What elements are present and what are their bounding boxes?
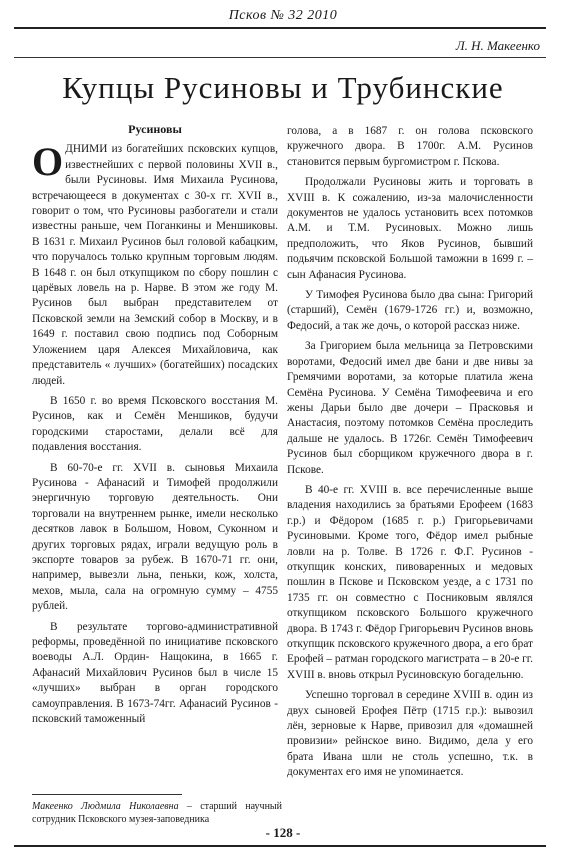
author-rule — [14, 57, 546, 58]
header-rule — [14, 27, 546, 29]
footnote — [32, 800, 282, 826]
paragraph: В 1650 г. во время Псковского восстания М. Русинов, как и Семён Меншиков, будучи городскими старостами, делали всё для подавления восстания. — [32, 394, 278, 454]
footer-rule — [14, 845, 546, 847]
article-title: Купцы Русиновы и Трубинские — [62, 70, 504, 105]
page-number: - 128 - — [265, 825, 301, 840]
right-column — [287, 124, 533, 786]
footnote-text: – старший научный сотрудник Псковского музея-заповедника — [32, 801, 282, 825]
left-column — [32, 122, 278, 732]
paragraph: Успешно торговал в середине XVIII в. один из двух сыновей Ерофея Пётр (1715 г.р.): вывозил лён, зерновые к Нарве, привозил для «домашней провизии» рейнское вино. Видимо, дела у его брата Ивана шли не столь успешно, т.к. в документах его имя не упоминается. — [287, 689, 533, 779]
paragraph: У Тимофея Русинова было два сына: Григорий (старший), Семён (1679-1726 гг.) и, возможно, Федосий, а так же дочь, о которой рассказ ниже. — [287, 289, 533, 332]
paragraph: В результате торгово-административной реформы, проведённой по инициативе псковского воеводы А.Л. Ордин- Нащокина, в 1665 г. Афанасий Михайлович Русинов был в числе 15 «лучших» выбран в орган городского самоуправления. В 1673-74гг. Афанасий Русинов - псковский таможенный — [32, 620, 278, 726]
paragraph: В 40-е гг. XVIII в. все перечисленные выше владения находились за братьями Ерофеем (1683 г.р.) и Фёдором (1685 г. р.) Григорьевичами Русиновыми. Кроме того, Фёдор имел рыбные ловли на р. Толве. В 1726 г. Ф.Г. Русинов - откупщик конских, пивоваренных и медовых пошлин в Пскове и Псковском уезде, а с 1731 по 1735 гг. он совместно с Посниковым являлся откупщиком псковского Большого кружечного двора. В 1743 г. Фёдор Григорьевич Русинов вновь откупщик псковского кружечного двора, а его брат Ерофей – ратман городского магистрата – в 20-е гг. XVIII в. вновь открыл Русиновскую богадельню. — [287, 483, 533, 681]
paragraph: ОДНИМИ из богатейших псковских купцов, известнейших с первой половины XVII в., были Русиновы. Имя Михаила Русинова, встречающееся в документах с 30-х гг. XVII в., говорит о том, что Русиновы разбогатели и стали известны раньше, чем Поганкины и Меншиковы. В 1631 г. Михаил Русинов был головой кабацким, что поручалось только крупным торговым людям. В 1648 г. он был откупщиком по сбору пошлин с царёвых ловель на р. Нарве. В этом же году М. Русинов был выбран представителем от Псковской земли на Земский собор в Москву, и в 1649 г. поставил свою подпись под Соборным Уложением царя Алексея Михайловича, как представитель « лучших» (богатейших) посадских людей. — [32, 139, 278, 387]
journal-header: Псков № 32 2010 — [228, 8, 338, 23]
footnote-author-name: Макеенко Людмила Николаевна — [32, 801, 179, 812]
drop-cap: О — [32, 139, 64, 185]
paragraph: голова, а в 1687 г. он голова псковского кружечного двора. В 1700г. А.М. Русинов становится первым бургомистром г. Пскова. — [287, 125, 533, 168]
paragraph: За Григорием была мельница за Петровскими воротами, Федосий имел две бани и две нивы за Гремячими воротами, за которые платила жена Семёна Русинова. У Семёна Тимофеевича и его жены Дарьи было две дочери – Прасковья и Анастасия, поэтому потомков Семёна проследить дальше не удалось. В 1726г. Семён Тимофеевич Русинов был сборщиком кружечного двора в г. Пскове. — [287, 340, 533, 476]
paragraph: В 60-70-е гг. XVII в. сыновья Михаила Русинова - Афанасий и Тимофей продолжили энергичную торговую деятельность. Они торговали на внутреннем рынке, имели несколько десятков лавок в Большом, Новом, Суконном и других торговых рядах, играли ведущую роль в экспорте товаров за рубеж. В 1670-71 гг. они, например, вывезли льна, пеньки, кож, холста, мехов, мыла, сала на огромную сумму – 4755 рублей. — [32, 461, 278, 613]
footnote-rule — [32, 794, 182, 795]
paragraph: Продолжали Русиновы жить и торговать в XVIII в. К сожалению, из-за малочисленности документов не удалось установить всех потомков А.М. и Т.М. Русиновых. Можно лишь предположить, что Яков Русинов, бывший подьячим псковской Большой таможни в 1699 г. – сын Афанасия Русинова. — [287, 176, 533, 281]
author-header: Л. Н. Макеенко — [455, 38, 540, 53]
section-heading: Русиновы — [128, 122, 182, 136]
